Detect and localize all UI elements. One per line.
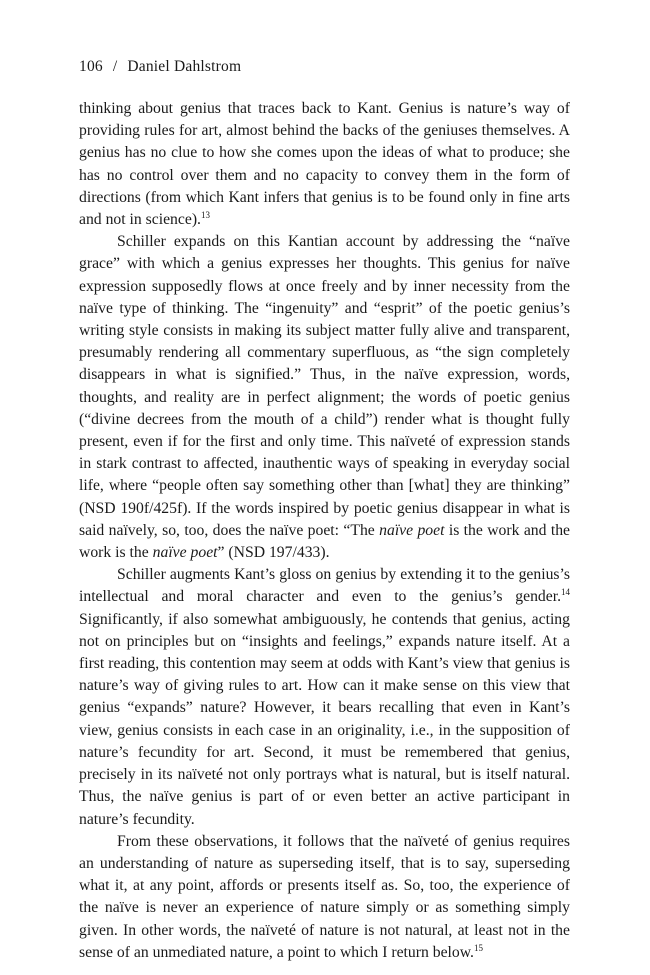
header-separator: / xyxy=(112,58,118,75)
footnote-ref-13[interactable]: 13 xyxy=(200,210,210,221)
paragraph-2-mid: is the work and the work is the xyxy=(79,521,571,562)
footnote-ref-14[interactable]: 14 xyxy=(561,587,570,598)
paragraph-2-text: Schiller expands on this Kantian account by addressing the “naïve grace” with which a genius expresses her thoughts. This genius for naïve expression supposedly flows at once freely and by inner necessity from the naïve type of thinking. The “ingenuity” and “esprit” of the poetic genius’s writing style consists in making its subject matter fully alive and transparent, presumably rendering all commentary superfluous, as “the sign completely disappears in what is signified.” Thus, in the naïve expression, words, thoughts, and reality are in perfect alignment; the words of poetic genius (“divine decrees from the mouth of a child”) render what is thought fully present, even if for the first and only time. This naïveté of expression stands in stark contrast to affected, inauthentic ways of speaking in everyday social life, where “people often say something other than [what] they are thinking” (NSD 190f/425f). If the words inspired by poetic genius disappear in what is said naïvely, so, too, does the naïve poet: “The xyxy=(79,233,570,539)
paragraph-3 xyxy=(79,564,570,830)
paragraph-3-text: Schiller augments Kant’s gloss on genius by extending it to the genius’s intellectual and moral character and even to the genius’s gender. xyxy=(79,566,570,606)
paragraph-4-text: From these observations, it follows that the naïveté of genius requires an understanding of nature as superseding itself, that is to say, superseding what it, at any point, affords or presents itself as. So, too, the experience of the naïve is never an experience of nature simply or as something simply given. In other words, the naïveté of nature is not natural, at least not in the sense of an unmediated nature, a point to which I return below. xyxy=(79,832,570,961)
italic-naive-poet-2: naïve poet xyxy=(152,544,218,562)
paragraph-3-rest: Significantly, if also somewhat ambiguously, he contends that genius, acting not on principles but on “insights and feelings,” expands nature itself. At a first reading, this contention may seem at odds with Kant’s view that genius is nature’s way of giving rules to art. How can it make sense on this view that genius “expands” nature? However, it bears recalling that even in Kant’s view, genius consists in each case in an originality, i.e., in the supposition of nature’s fecundity for art. Second, it must be remembered that genius, precisely in its naïveté not only portrays what is natural, but is itself natural. Thus, the naïve genius is part of or even better an active participant in nature’s fecundity. xyxy=(79,610,570,828)
paragraph-2 xyxy=(79,231,570,564)
paragraph-1 xyxy=(79,98,570,231)
body-text xyxy=(79,98,570,964)
paragraph-2-end: ” (NSD 197/433). xyxy=(217,544,330,562)
paragraph-1-text: thinking about genius that traces back to Kant. Genius is nature’s way of providing rules for art, almost behind the backs of the geniuses themselves. A genius has no clue to how she comes upon the ideas of what to produce; she has no control over them and no capacity to convey them in the form of directions (from which Kant infers that genius is to be found only in fine arts and not in science). xyxy=(79,100,570,229)
footnote-ref-15[interactable]: 15 xyxy=(473,942,483,953)
author-name: Daniel Dahlstrom xyxy=(127,58,242,75)
paragraph-4 xyxy=(79,831,570,964)
italic-naive-poet-1: naïve poet xyxy=(379,521,445,539)
page-number: 106 xyxy=(79,58,103,75)
running-header xyxy=(79,58,241,76)
